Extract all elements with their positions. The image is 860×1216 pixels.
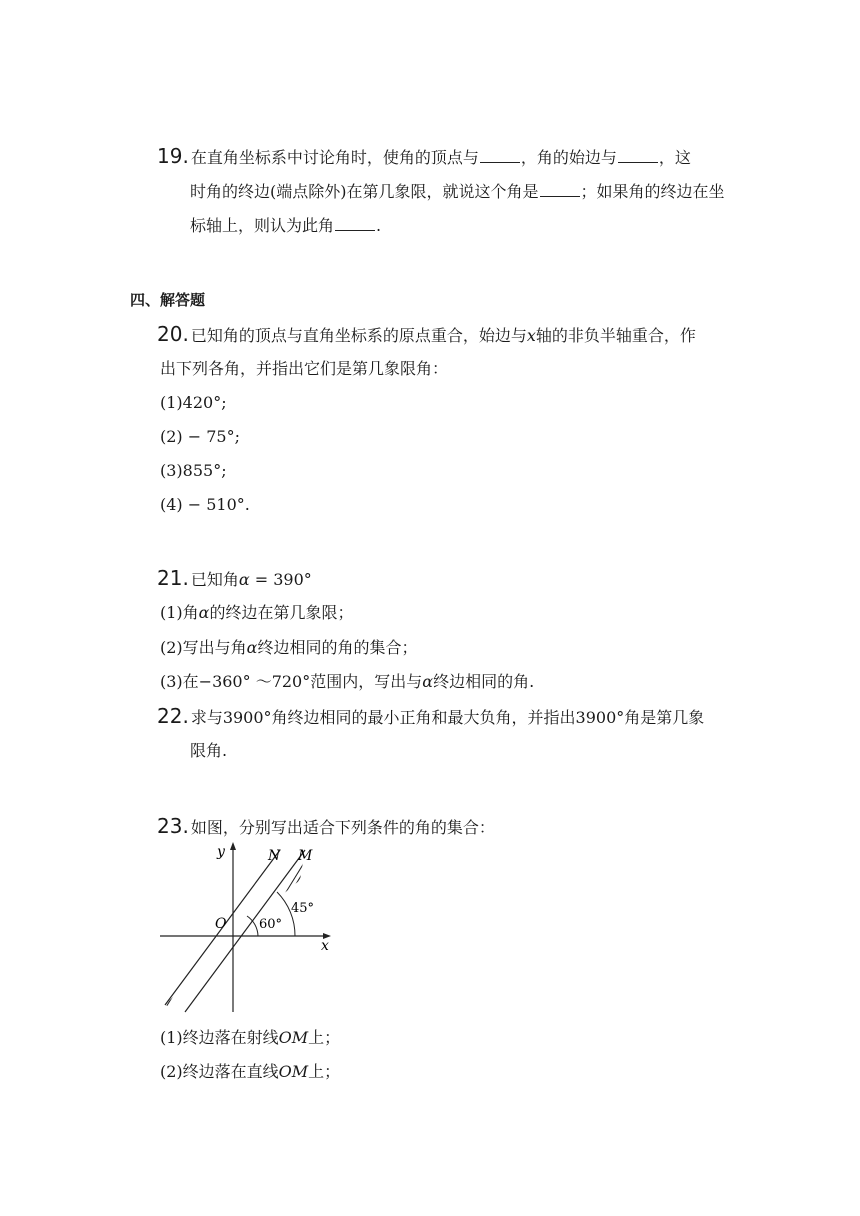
question-number: 23. <box>157 814 189 838</box>
q20-item: (4) − 510°. <box>160 495 250 514</box>
q23-text: (1)终边落在射线 <box>160 1028 279 1047</box>
math-var: OM <box>278 1028 309 1047</box>
q23-line1 <box>157 816 495 838</box>
q21-item1 <box>160 603 354 623</box>
q19-text: 在直角坐标系中讨论角时，使角的顶点与 <box>190 148 479 167</box>
q23-text: 上； <box>308 1028 341 1047</box>
math-var: α <box>246 638 258 657</box>
question-number: 19. <box>157 144 189 168</box>
answer-blank[interactable] <box>480 148 520 163</box>
q19-text: ，角的始边与 <box>520 148 617 167</box>
label-60: 60° <box>259 917 283 932</box>
q21-text: = 390° <box>249 570 312 589</box>
q19-text: ，这 <box>658 148 691 167</box>
q21-text: (3)在−360° ～720°范围内，写出与 <box>160 672 423 691</box>
q20-item: (2) − 75°; <box>160 427 240 446</box>
q21-text: (1)角 <box>160 603 199 622</box>
math-var: x <box>526 326 536 345</box>
label-x: x <box>321 938 329 954</box>
q23-text: (2)终边落在直线 <box>160 1062 279 1081</box>
math-var: α <box>198 603 210 622</box>
question-number: 20. <box>157 322 189 346</box>
q23-text: 如图，分别写出适合下列条件的角的集合： <box>190 818 495 837</box>
q19-text: 标轴上，则认为此角 <box>190 216 335 235</box>
q20-item: (3)855°; <box>160 461 227 480</box>
q20-line2: 出下列各角，并指出它们是第几象限角： <box>160 359 449 378</box>
q22-line1 <box>157 706 704 728</box>
q19-text: ；如果角的终边在坐 <box>580 182 725 201</box>
answer-blank[interactable] <box>540 182 580 197</box>
label-45: 45° <box>291 901 315 916</box>
q20-line1 <box>157 324 696 346</box>
ray-om <box>185 850 305 1012</box>
q21-text: (2)写出与角 <box>160 638 247 657</box>
math-var: α <box>238 570 250 589</box>
q21-item2 <box>160 638 418 658</box>
q21-text: 终边相同的角. <box>433 672 535 691</box>
answer-blank[interactable] <box>618 148 658 163</box>
label-m: M <box>298 848 313 864</box>
q21-item3 <box>160 672 534 692</box>
q23-item1 <box>160 1028 340 1048</box>
section-title: 四、解答题 <box>130 291 206 309</box>
q21-text: 的终边在第几象限； <box>209 603 354 622</box>
question-number: 22. <box>157 704 189 728</box>
q23-text: 上； <box>308 1062 341 1081</box>
q19-line1 <box>157 146 691 168</box>
q22-line2: 限角. <box>190 741 228 760</box>
q19-text: 时角的终边(端点除外)在第几象限，就说这个角是 <box>190 182 539 201</box>
label-o: O <box>215 916 227 932</box>
q21-text: 终边相同的角的集合； <box>257 638 418 657</box>
y-axis-arrow <box>230 842 236 850</box>
q21-text: 已知角 <box>190 570 239 589</box>
math-var: OM <box>278 1062 309 1081</box>
q19-text: . <box>376 216 382 235</box>
q23-item2 <box>160 1062 340 1082</box>
q20-text: 轴的非负半轴重合，作 <box>535 326 696 345</box>
label-n: N <box>268 848 281 864</box>
q21-line1 <box>157 568 312 590</box>
label-y: y <box>217 844 225 860</box>
math-var: α <box>422 672 434 691</box>
q19-line3 <box>190 216 381 236</box>
q19-line2 <box>190 182 725 202</box>
q22-text: 求与3900°角终边相同的最小正角和最大负角，并指出3900°角是第几象 <box>190 708 705 727</box>
answer-blank[interactable] <box>335 216 375 231</box>
angle-figure <box>155 840 355 1020</box>
question-number: 21. <box>157 566 189 590</box>
q20-item: (1)420°; <box>160 393 227 412</box>
q20-text: 已知角的顶点与直角坐标系的原点重合，始边与 <box>190 326 527 345</box>
